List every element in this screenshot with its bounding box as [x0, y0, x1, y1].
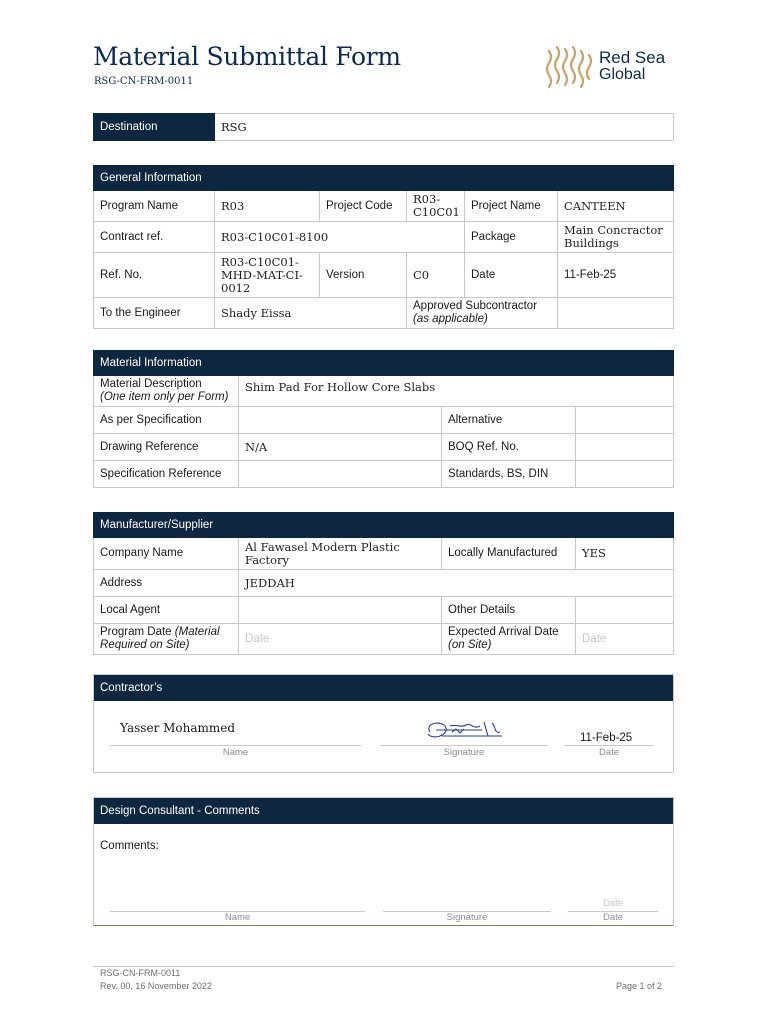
approved-subcontractor-label	[407, 298, 558, 329]
expected-arrival-text: Expected Arrival Date	[448, 626, 559, 638]
approved-subcontractor-text: Approved Subcontractor	[413, 300, 538, 312]
general-info-table	[93, 165, 674, 329]
local-agent-value[interactable]	[239, 597, 442, 624]
footer-page-number: Page 1 of 2	[616, 981, 663, 991]
logo-line-2: Global	[599, 66, 646, 83]
destination-table	[93, 113, 674, 141]
contractor-heading: Contractor’s	[94, 675, 673, 701]
expected-arrival-note: (on Site)	[448, 639, 492, 651]
alternative-label: Alternative	[442, 407, 576, 434]
material-description-label	[94, 376, 239, 407]
local-agent-label: Local Agent	[94, 597, 239, 624]
comments-field[interactable]	[100, 858, 660, 898]
consultant-date-placeholder[interactable]: Date	[602, 898, 624, 909]
company-name-value[interactable]: Al Fawasel Modern Plastic Factory	[239, 538, 442, 570]
engineer-label: To the Engineer	[94, 298, 215, 329]
program-date-note: (Material Required on Site)	[100, 626, 220, 651]
material-info-table	[93, 350, 674, 488]
contractor-date-label: Date	[598, 747, 620, 758]
locally-manufactured-label: Locally Manufactured	[442, 538, 576, 570]
program-date-field[interactable]: Date	[239, 624, 442, 655]
ref-no-label: Ref. No.	[94, 253, 215, 298]
standards-value[interactable]	[576, 461, 674, 488]
contractor-name[interactable]: Yasser Mohammed	[120, 721, 236, 735]
material-description-note: (One item only per Form)	[100, 391, 229, 403]
destination-value[interactable]: RSG	[215, 114, 674, 141]
company-name-label: Company Name	[94, 538, 239, 570]
contractor-date[interactable]: 11-Feb-25	[580, 732, 633, 744]
package-label: Package	[465, 222, 558, 253]
date-value[interactable]: 11-Feb-25	[558, 253, 674, 298]
date-label: Date	[465, 253, 558, 298]
consultant-signature-label: Signature	[446, 912, 488, 923]
footer-divider	[93, 966, 674, 967]
consultant-heading: Design Consultant - Comments	[94, 798, 673, 824]
wave-logo-icon	[543, 43, 595, 91]
version-value[interactable]: C0	[407, 253, 465, 298]
drawing-reference-label: Drawing Reference	[94, 434, 239, 461]
boq-ref-label: BOQ Ref. No.	[442, 434, 576, 461]
as-per-spec-label: As per Specification	[94, 407, 239, 434]
consultant-section	[93, 797, 674, 926]
address-value[interactable]: JEDDAH	[239, 570, 674, 597]
contract-ref-value[interactable]: R03-C10C01-8100	[215, 222, 465, 253]
contractor-section	[93, 674, 674, 773]
boq-ref-value[interactable]	[576, 434, 674, 461]
other-details-value[interactable]	[576, 597, 674, 624]
manufacturer-table	[93, 512, 674, 655]
project-name-value[interactable]: CANTEEN	[558, 191, 674, 222]
contract-ref-label: Contract ref.	[94, 222, 215, 253]
contractor-signature-label: Signature	[443, 747, 485, 758]
spec-reference-label: Specification Reference	[94, 461, 239, 488]
spec-reference-value[interactable]	[239, 461, 442, 488]
program-date-label	[94, 624, 239, 655]
project-name-label: Project Name	[465, 191, 558, 222]
footer-form-code: RSG-CN-FRM-0011	[100, 968, 181, 978]
destination-label: Destination	[94, 114, 215, 141]
drawing-reference-value[interactable]: N/A	[239, 434, 442, 461]
engineer-value[interactable]: Shady Eissa	[215, 298, 407, 329]
footer-revision: Rev. 00, 16 November 2022	[100, 981, 212, 991]
address-label: Address	[94, 570, 239, 597]
program-name-label: Program Name	[94, 191, 215, 222]
program-date-text: Program Date	[100, 626, 172, 638]
material-description-value[interactable]: Shim Pad For Hollow Core Slabs	[239, 376, 674, 407]
comments-label: Comments:	[100, 840, 159, 852]
material-info-heading: Material Information	[94, 351, 674, 376]
standards-label: Standards, BS, DIN	[442, 461, 576, 488]
approved-subcontractor-note: (as applicable)	[413, 313, 488, 325]
ref-no-value[interactable]: R03-C10C01-MHD-MAT-CI-0012	[215, 253, 320, 298]
version-label: Version	[320, 253, 407, 298]
project-code-value[interactable]: R03-C10C01	[407, 191, 465, 222]
manufacturer-heading: Manufacturer/Supplier	[94, 513, 674, 538]
expected-arrival-label	[442, 624, 576, 655]
project-code-label: Project Code	[320, 191, 407, 222]
consultant-date-label: Date	[602, 912, 624, 923]
package-value[interactable]: Main Concractor Buildings	[558, 222, 674, 253]
approved-subcontractor-value[interactable]	[558, 298, 674, 329]
company-logo	[543, 43, 678, 93]
signature-scribble-icon	[422, 718, 508, 744]
alternative-value[interactable]	[576, 407, 674, 434]
form-code: RSG-CN-FRM-0011	[94, 76, 194, 87]
other-details-label: Other Details	[442, 597, 576, 624]
as-per-spec-value[interactable]	[239, 407, 442, 434]
general-info-heading: General Information	[94, 166, 674, 191]
expected-arrival-field[interactable]: Date	[576, 624, 674, 655]
material-description-text: Material Description	[100, 378, 202, 390]
locally-manufactured-value[interactable]: YES	[576, 538, 674, 570]
consultant-name-label: Name	[224, 912, 251, 923]
contractor-name-label: Name	[222, 747, 249, 758]
program-name-value[interactable]: R03	[215, 191, 320, 222]
logo-line-1: Red Sea	[599, 48, 666, 67]
page-title: Material Submittal Form	[93, 42, 401, 71]
